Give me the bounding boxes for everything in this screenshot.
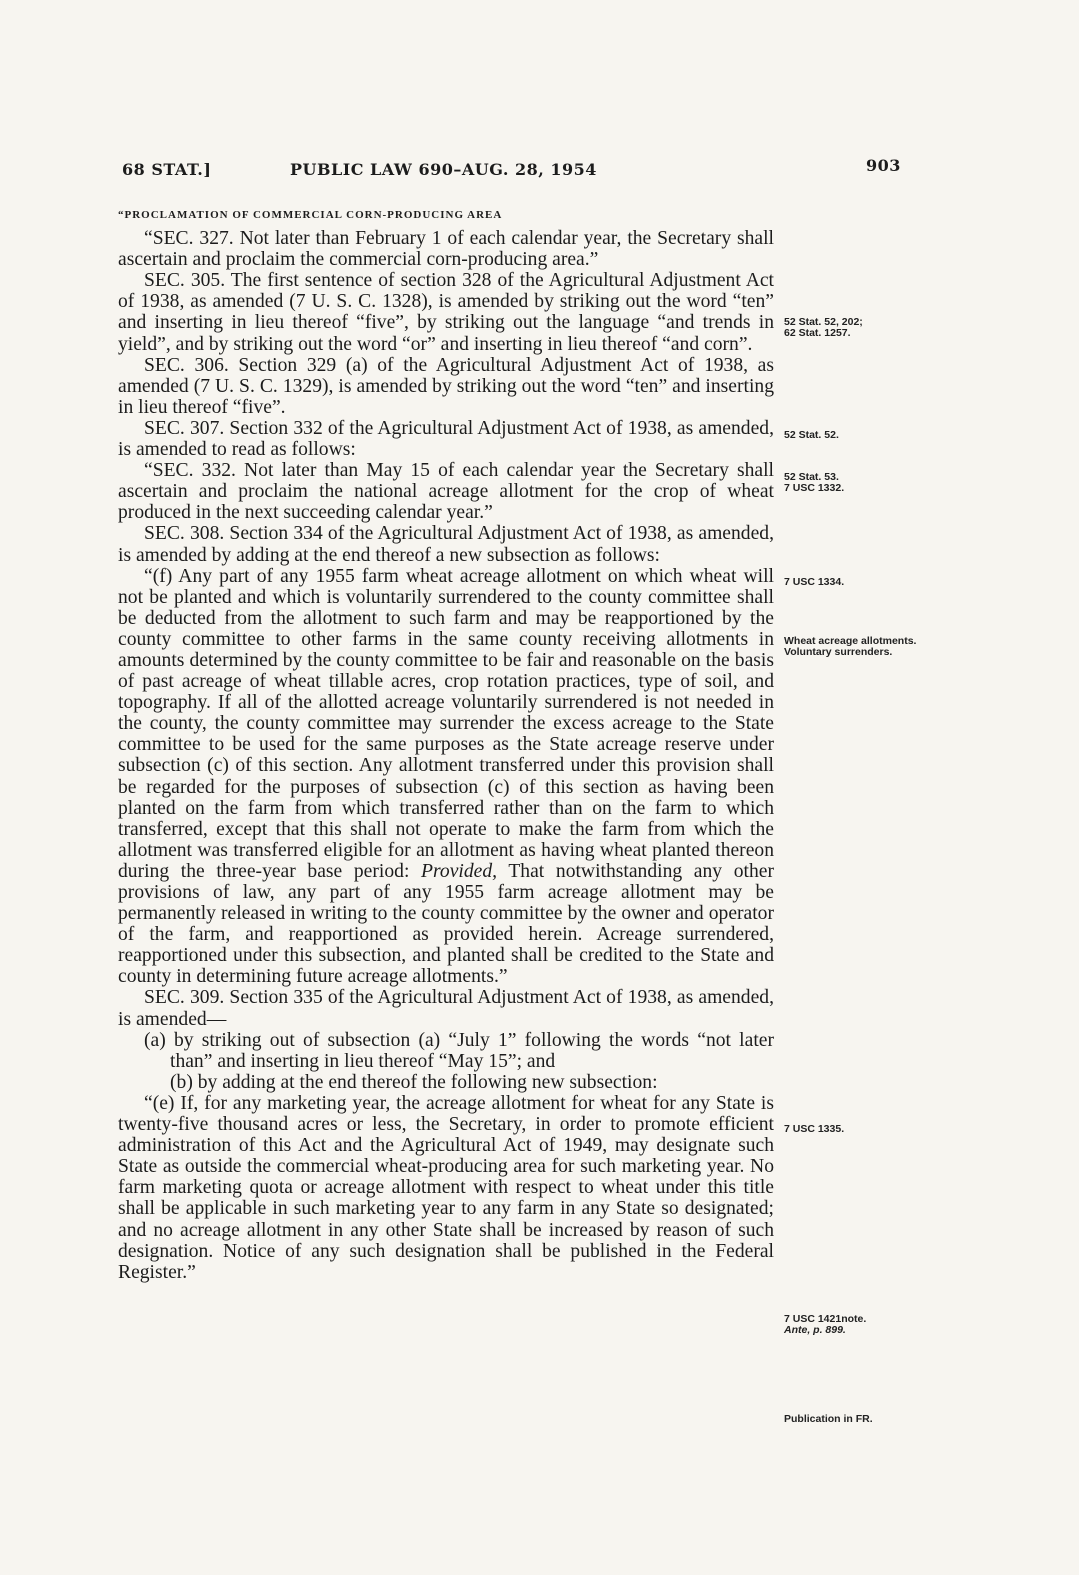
- margin-note-line: 7 USC 1332.: [784, 482, 845, 494]
- paragraph-sec-307: SEC. 307. Section 332 of the Agricultural Adjustment Act of 1938, as amended, is amended to read as follows:: [118, 417, 774, 461]
- margin-note-citation: [784, 317, 924, 339]
- subsection-f-proviso: That notwithstanding any other provisions of law, any part of any 1955 farm acreage allotment may be permanently released in writing to the county committee by the owner and operator of the farm, and reapportioned as provided herein. Acreage surrendered, reapportioned under this subsection, and planted shall be credited to the State and county in determining future acreage allotments.”: [118, 860, 775, 988]
- margin-note-line: Wheat acreage allotments.: [784, 635, 917, 647]
- statute-volume: 68 STAT.]: [122, 160, 212, 179]
- clause-b: (b) by adding at the end thereof the following new subsection:: [170, 1071, 658, 1093]
- margin-note-topic: Publication in FR.: [784, 1413, 873, 1425]
- paragraph-sec-332: “SEC. 332. Not later than May 15 of each calendar year the Secretary shall ascertain and proclaim the national acreage allotment for the crop of wheat produced in the next succeeding calendar year.”: [118, 460, 774, 524]
- margin-note-citation: [784, 472, 924, 494]
- page-title: PUBLIC LAW 690–AUG. 28, 1954: [290, 160, 597, 179]
- margin-note-line: Voluntary surrenders.: [784, 646, 893, 658]
- page-number: 903: [866, 156, 901, 175]
- paragraph-sec-306: SEC. 306. Section 329 (a) of the Agricultural Adjustment Act of 1938, as amended (7 U. S. C. 1329), is amended by striking out the word “ten” and inserting in lieu thereof “five”.: [118, 354, 774, 418]
- margin-note-topic: [784, 636, 924, 658]
- paragraph-sec-309: SEC. 309. Section 335 of the Agricultural Adjustment Act of 1938, as amended, is amended—: [118, 987, 774, 1030]
- paragraph-sec-305: SEC. 305. The first sentence of section 328 of the Agricultural Adjustment Act of 1938, as amended (7 U. S. C. 1328), is amended by striking out the word “ten” and inserting in lieu thereof “five”, by striking out the language “and trends in yield”, and by striking out the word “or” and inserting in lieu thereof “and corn”.: [118, 270, 774, 355]
- paragraph-subsection-e: “(e) If, for any marketing year, the acreage allotment for wheat for any State is twenty-five thousand acres or less, the Secretary, in order to promote efficient administration of this Act and the Agricultural Act of 1949, may designate such State as outside the commercial wheat-producing area for such marketing year. No farm marketing quota or acreage allotment with respect to wheat under this title shall be applicable in such marketing year to any farm in any State so designated; and no acreage allotment in any other State shall be increased by reason of such designation. Notice of any such designation shall be published in the Federal Register.”: [118, 1092, 774, 1283]
- margin-note-line: 62 Stat. 1257.: [784, 327, 851, 339]
- running-header: [122, 156, 901, 190]
- paragraph-subsection-f: [118, 566, 774, 988]
- paragraph-sec-327: “SEC. 327. Not later than February 1 of each calendar year, the Secretary shall ascertain and proclaim the commercial corn-producing area.”: [118, 228, 774, 271]
- clause-a: (a) by striking out of subsection (a) “July 1” following the words “not later than” and inserting in lieu thereof “May 15”; and: [144, 1029, 774, 1072]
- margin-note-citation: 7 USC 1335.: [784, 1123, 845, 1135]
- margin-note-line: Ante, p. 899.: [784, 1324, 846, 1336]
- paragraph-sec-308: SEC. 308. Section 334 of the Agricultural Adjustment Act of 1938, as amended, is amended by adding at the end thereof a new subsection as follows:: [118, 523, 774, 566]
- margin-note-line: 52 Stat. 52, 202;: [784, 316, 863, 328]
- margin-note-citation: 52 Stat. 52.: [784, 429, 839, 441]
- margin-note-line: 7 USC 1421note.: [784, 1313, 867, 1325]
- subsection-f-text: “(f) Any part of any 1955 farm wheat acreage allotment on which wheat will not be planted and which is voluntarily surrendered to the county committee shall be deducted from the allotment to such farm and may be reapportioned by the county committee to other farms in the same county receiving allotments in amounts determined by the county committee to be fair and reasonable on the basis of past acreage of wheat tillable acres, crop rotation practices, type of soil, and topography. If all of the allotted acreage voluntarily surrendered is not needed in the county, the county committee may surrender the excess acreage to the State committee to be used for the same purposes as the State acreage reserve under subsection (c) of this section. Any allotment transferred under this provision shall be regarded for the purposes of subsection (c) of this section as having been planted on the farm from which transferred rather than on the farm to which transferred, except that this shall not operate to make the farm from which the allotment was transferred eligible for an allotment as having wheat planted thereon during the three-year base period:: [118, 565, 774, 882]
- proviso-word: Provided,: [421, 860, 498, 882]
- margin-note-citation: [784, 1314, 924, 1336]
- body-text: [118, 205, 774, 1283]
- section-heading: “PROCLAMATION OF COMMERCIAL CORN-PRODUCING AREA: [118, 209, 503, 221]
- margin-note-line: 52 Stat. 53.: [784, 471, 839, 483]
- margin-note-citation: 7 USC 1334.: [784, 576, 845, 588]
